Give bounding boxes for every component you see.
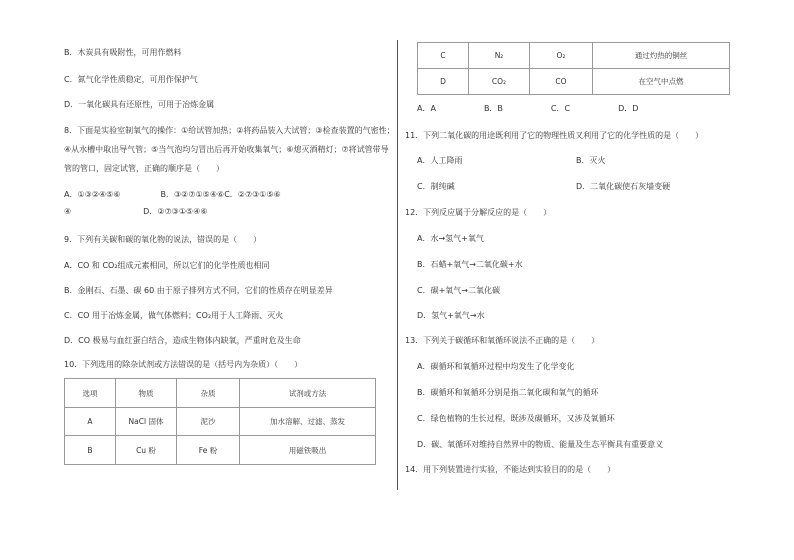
- table-cell: N₂: [469, 43, 530, 69]
- question-12-stem: 12．下列反应属于分解反应的是（ ）: [405, 208, 552, 217]
- question-9-option-a: A．CO 和 CO₂组成元素相同，所以它们的化学性质也相同: [64, 261, 270, 270]
- option-8c-line: C．氮气化学性质稳定，可用作保护气: [64, 75, 198, 84]
- question-8-stem-end: 管的管口，固定试管，正确的顺序是（ ）: [64, 164, 224, 173]
- table-cell: C: [418, 43, 469, 69]
- question-11-option-b: B．灭火: [576, 156, 606, 165]
- table-row: [418, 43, 730, 69]
- question-8-options: A．①③②④⑤⑥ B．③②⑦①⑤④⑥C．②⑦③①⑤⑥: [64, 190, 281, 199]
- question-13-option-d: D．碳、氧循环对维持自然界中的物质、能量及生态平衡具有重要意义: [417, 440, 664, 449]
- question-8-stem: 8．下面是实验室制氧气的操作：①给试管加热；②将药品装入大试管；③检查装置的气密性；: [64, 126, 395, 135]
- table-header-cell: 试剂或方法: [240, 379, 376, 408]
- question-10-options: A．A B．B C．C D．D: [417, 104, 639, 113]
- table-row: [418, 69, 730, 95]
- question-13-option-a: A．碳循环和氧循环过程中均发生了化学变化: [417, 362, 575, 371]
- question-9-option-d: D．CO 极易与血红蛋白结合，造成生物体内缺氧，严重时危及生命: [64, 336, 301, 345]
- question-14-stem: 14．用下列装置进行实验，不能达到实验目的的是（ ）: [405, 465, 616, 474]
- table-header-cell: 杂质: [177, 379, 240, 408]
- question-11-stem: 11．下列二氧化碳的用途既利用了它的物理性质又利用了它的化学性质的是（ ）: [405, 131, 704, 140]
- question-8-options-cont: ④ D．②⑦③①⑤④⑥: [64, 207, 208, 216]
- question-12-option-b: B．石蜡+氧气→二氧化碳+水: [417, 260, 523, 269]
- question-11-option-a: A．人工降雨: [417, 156, 463, 165]
- question-13-option-b: B．碳循环和氧循环分别是指二氧化碳和氧气的循环: [417, 388, 599, 397]
- table-header-cell: 物质: [116, 379, 177, 408]
- option-8d-line: D．一氧化碳具有还原性，可用于冶炼金属: [64, 100, 215, 109]
- question-12-option-d: D．氢气+氧气→水: [417, 311, 485, 320]
- question-9-stem: 9．下列有关碳和碳的氧化物的说法，错误的是（ ）: [64, 235, 262, 244]
- question-9-option-c: C．CO 用于冶炼金属，做气体燃料；CO₂用于人工降雨、灭火: [64, 311, 284, 320]
- question-12-option-a: A．水→氢气+氧气: [417, 234, 484, 243]
- table-cell: Cu 粉: [116, 436, 177, 465]
- question-10-stem: 10．下列选用的除杂试剂或方法错误的是（括号内为杂质）（ ）: [64, 360, 303, 369]
- question-13-stem: 13．下列关于碳循环和氧循环说法不正确的是（ ）: [405, 336, 600, 345]
- table-cell: D: [418, 69, 469, 95]
- table-cell: 用磁铁吸出: [240, 436, 376, 465]
- question-11-option-d: D．二氧化碳使石灰墙变硬: [576, 182, 671, 191]
- question-12-option-c: C．碳+氧气→二氧化碳: [417, 286, 500, 295]
- table-cell: B: [65, 436, 116, 465]
- option-8b-line: B．木炭具有吸附性，可用作燃料: [64, 48, 182, 57]
- table-row: [65, 408, 376, 436]
- table-cell: 在空气中点燃: [593, 69, 730, 95]
- table-cell: 加水溶解、过滤、蒸发: [240, 408, 376, 436]
- impurity-table: [64, 378, 376, 465]
- table-cell: 通过灼热的铜丝: [593, 43, 730, 69]
- column-divider: [397, 40, 398, 490]
- table-row: [65, 436, 376, 465]
- table-cell: O₂: [530, 43, 593, 69]
- table-cell: CO: [530, 69, 593, 95]
- impurity-table-cont: [417, 42, 730, 95]
- table-header-cell: 选项: [65, 379, 116, 408]
- question-8-stem-cont: ④从水槽中取出导气管；⑤当气泡均匀冒出后再开始收集氧气；⑥熄灭酒精灯；⑦将试管带导: [64, 145, 389, 154]
- table-cell: NaCl 固体: [116, 408, 177, 436]
- table-header-row: [65, 379, 376, 408]
- question-9-option-b: B．金刚石、石墨、碳 60 由于原子排列方式不同，它们的性质存在明显差异: [64, 286, 333, 295]
- question-11-option-c: C．制纯碱: [417, 182, 455, 191]
- table-cell: 泥沙: [177, 408, 240, 436]
- table-cell: A: [65, 408, 116, 436]
- table-cell: CO₂: [469, 69, 530, 95]
- table-cell: Fe 粉: [177, 436, 240, 465]
- question-13-option-c: C．绿色植物的生长过程，既涉及碳循环，又涉及氧循环: [417, 414, 615, 423]
